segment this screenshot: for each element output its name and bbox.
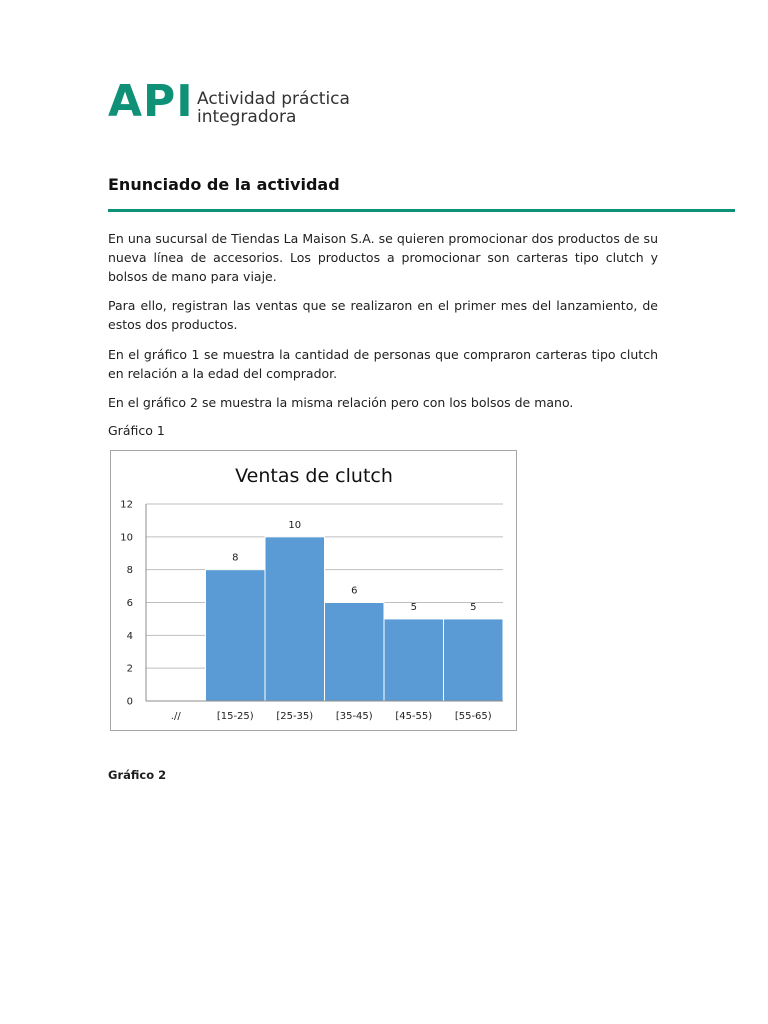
data-label: 10 [288, 519, 302, 531]
y-tick-label: 8 [126, 565, 133, 577]
logo-text-line1: Actividad práctica [197, 89, 350, 109]
x-tick-label: [35-45) [335, 711, 373, 722]
logo-text [197, 90, 397, 126]
section-title: Enunciado de la actividad [108, 175, 340, 194]
bar-4 [384, 619, 444, 701]
x-tick-label: [45-55) [395, 711, 433, 722]
chart-ventas-clutch [110, 450, 517, 731]
section-divider [108, 209, 735, 212]
data-label: 6 [351, 585, 358, 597]
figure-2-label: Gráfico 2 [108, 768, 167, 782]
logo-text-line2: integradora [197, 107, 297, 127]
y-tick-label: 6 [126, 598, 133, 609]
y-tick-label: 0 [126, 696, 133, 708]
x-tick-label: [25-35) [276, 711, 314, 722]
logo-mark: API [108, 76, 194, 127]
y-tick-label: 4 [126, 630, 133, 642]
figure-1-label: Gráfico 1 [108, 423, 165, 438]
paragraph-1: En una sucursal de Tiendas La Maison S.A. se quieren promocionar dos productos de su nueva línea de accesorios. Los productos a promocionar son carteras tipo clutch y bolsos de mano para viaje. [108, 231, 658, 284]
data-label: 5 [410, 601, 417, 613]
paragraph-2: Para ello, registran las ventas que se realizaron en el primer mes del lanzamiento, de estos dos productos. [108, 298, 658, 332]
chart-title: Ventas de clutch [235, 465, 393, 487]
bar-5 [444, 619, 504, 701]
x-tick-label: .// [170, 711, 181, 722]
data-label: 5 [470, 601, 477, 613]
chart-bars [206, 537, 504, 701]
x-tick-label: [55-65) [454, 711, 492, 722]
bar-2 [265, 537, 325, 701]
chart-svg [111, 451, 518, 732]
bar-3 [325, 603, 385, 702]
y-tick-label: 2 [126, 663, 133, 675]
data-label: 8 [232, 552, 239, 564]
y-tick-label: 12 [120, 499, 133, 511]
bar-1 [206, 570, 266, 701]
paragraph-4: En el gráfico 2 se muestra la misma relación pero con los bolsos de mano. [108, 395, 574, 410]
paragraph-3: En el gráfico 1 se muestra la cantidad de personas que compraron carteras tipo clutch en relación a la edad del comprador. [108, 347, 658, 381]
y-tick-label: 10 [120, 532, 133, 544]
x-tick-label: [15-25) [216, 711, 254, 722]
